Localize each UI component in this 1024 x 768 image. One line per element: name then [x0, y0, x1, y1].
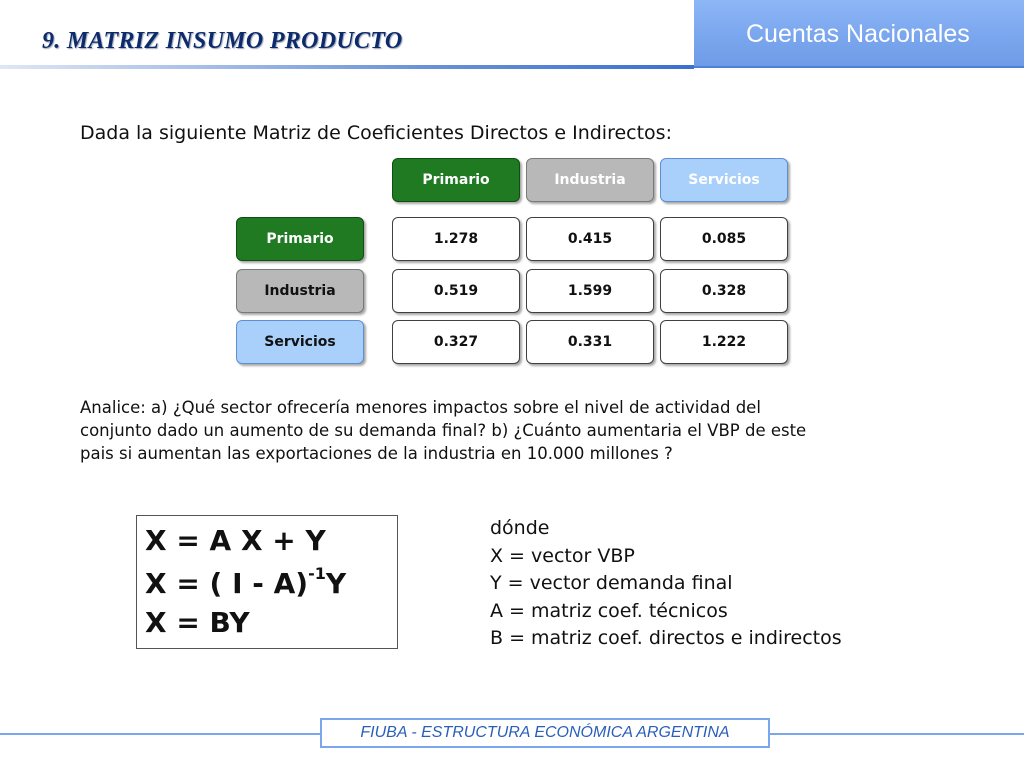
legend-item: dónde	[490, 517, 550, 539]
column-header-primario: Primario	[392, 158, 520, 202]
formula-legend	[490, 515, 842, 653]
legend-item: A = matriz coef. técnicos	[490, 599, 728, 622]
formula-part: Y	[325, 567, 347, 600]
brand-label: Cuentas Nacionales	[746, 20, 970, 48]
row-header-servicios: Servicios	[236, 320, 364, 364]
formula-line-2	[145, 564, 346, 600]
column-header-servicios: Servicios	[660, 158, 788, 202]
question-line: pais si aumentan las exportaciones de la industria en 10.000 millones ?	[80, 444, 673, 463]
matrix-cell: 1.278	[392, 217, 520, 261]
column-header-industria: Industria	[526, 158, 654, 202]
matrix-cell: 0.415	[526, 217, 654, 261]
legend-item: X = vector VBP	[490, 544, 635, 567]
formula-line-3: X = BY	[145, 606, 250, 639]
intro-text: Dada la siguiente Matriz de Coeficientes Directos e Indirectos:	[80, 122, 672, 144]
matrix-cell: 0.085	[660, 217, 788, 261]
legend-item: B = matriz coef. directos e indirectos	[490, 627, 842, 649]
matrix-cell: 1.599	[526, 269, 654, 313]
matrix-cell: 0.328	[660, 269, 788, 313]
matrix-cell: 1.222	[660, 320, 788, 364]
legend-item: Y = vector demanda final	[490, 572, 733, 594]
matrix-cell: 0.519	[392, 269, 520, 313]
question-line: conjunto dado un aumento de su demanda final? b) ¿Cuánto aumentaria el VBP de este	[80, 421, 807, 440]
matrix-cell: 0.327	[392, 320, 520, 364]
brand-banner	[694, 0, 1024, 68]
formula-box	[136, 515, 398, 649]
header-divider	[0, 65, 694, 69]
formula-line-1: X = A X + Y	[145, 524, 326, 557]
formula-superscript: -1	[308, 564, 326, 583]
slide-title: 9. MATRIZ INSUMO PRODUCTO	[42, 28, 403, 54]
matrix-cell: 0.331	[526, 320, 654, 364]
question-text	[80, 396, 960, 465]
footer-label: FIUBA - ESTRUCTURA ECONÓMICA ARGENTINA	[320, 718, 770, 748]
row-header-primario: Primario	[236, 217, 364, 261]
row-header-industria: Industria	[236, 269, 364, 313]
question-line: Analice: a) ¿Qué sector ofrecería menores impactos sobre el nivel de actividad del	[80, 398, 761, 417]
formula-part: X = ( I - A)	[145, 567, 309, 600]
